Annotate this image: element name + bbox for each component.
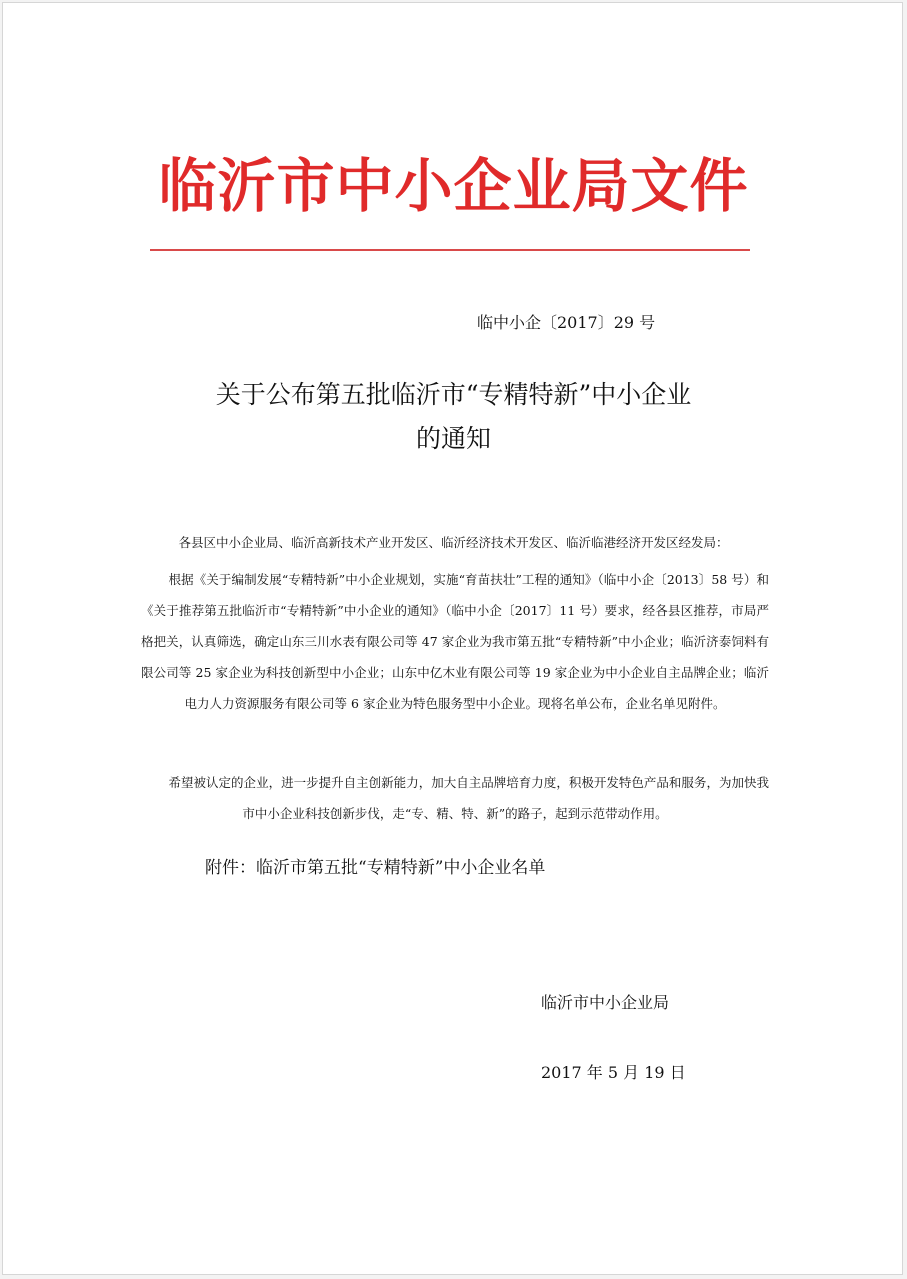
issuer-signature: 临沂市中小企业局 bbox=[541, 993, 670, 1012]
body-paragraph-1: 根据《关于编制发展“专精特新”中小企业规划，实施“育苗扶壮”工程的通知》（临中小企〔2013〕58 号）和《关于推荐第五批临沂市“专精特新”中小企业的通知》（临中小企〔2017〕11 号）要求，经各县区推荐，市局严格把关，认真筛选，确定山东三川水表有限公司等 47 家企业为我市第五批“专精特新”中小企业；临沂济泰饲料有限公司等 25 家企业为科技创新型中小企业；山东中亿木业有限公司等 19 家企业为中小企业自主品牌企业；临沂电力人力资源服务有限公司等 6 家企业为特色服务型中小企业。现将名单公布，企业名单见附件。 bbox=[141, 572, 769, 711]
notice-title-line-2: 的通知 bbox=[415, 424, 491, 453]
issue-date: 2017 年 5 月 19 日 bbox=[541, 1063, 686, 1082]
notice-title bbox=[93, 373, 814, 461]
body-paragraph-2: 希望被认定的企业，进一步提升自主创新能力，加大自主品牌培育力度，积极开发特色产品和服务，为加快我市中小企业科技创新步伐，走“专、精、特、新”的路子，起到示范带动作用。 bbox=[168, 775, 769, 821]
header-divider-rule bbox=[150, 249, 750, 251]
document-page bbox=[2, 2, 903, 1275]
document-header-title: 临沂市中小企业局文件 bbox=[158, 152, 749, 220]
attachment-note: 附件：临沂市第五批“专精特新”中小企业名单 bbox=[205, 858, 546, 878]
notice-title-line-1: 关于公布第五批临沂市“专精特新”中小企业 bbox=[215, 380, 692, 409]
salutation: 各县区中小企业局、临沂高新技术产业开发区、临沂经济技术开发区、临沂临港经济开发区经发局： bbox=[178, 535, 729, 550]
document-number: 临中小企〔2017〕29 号 bbox=[477, 313, 656, 332]
